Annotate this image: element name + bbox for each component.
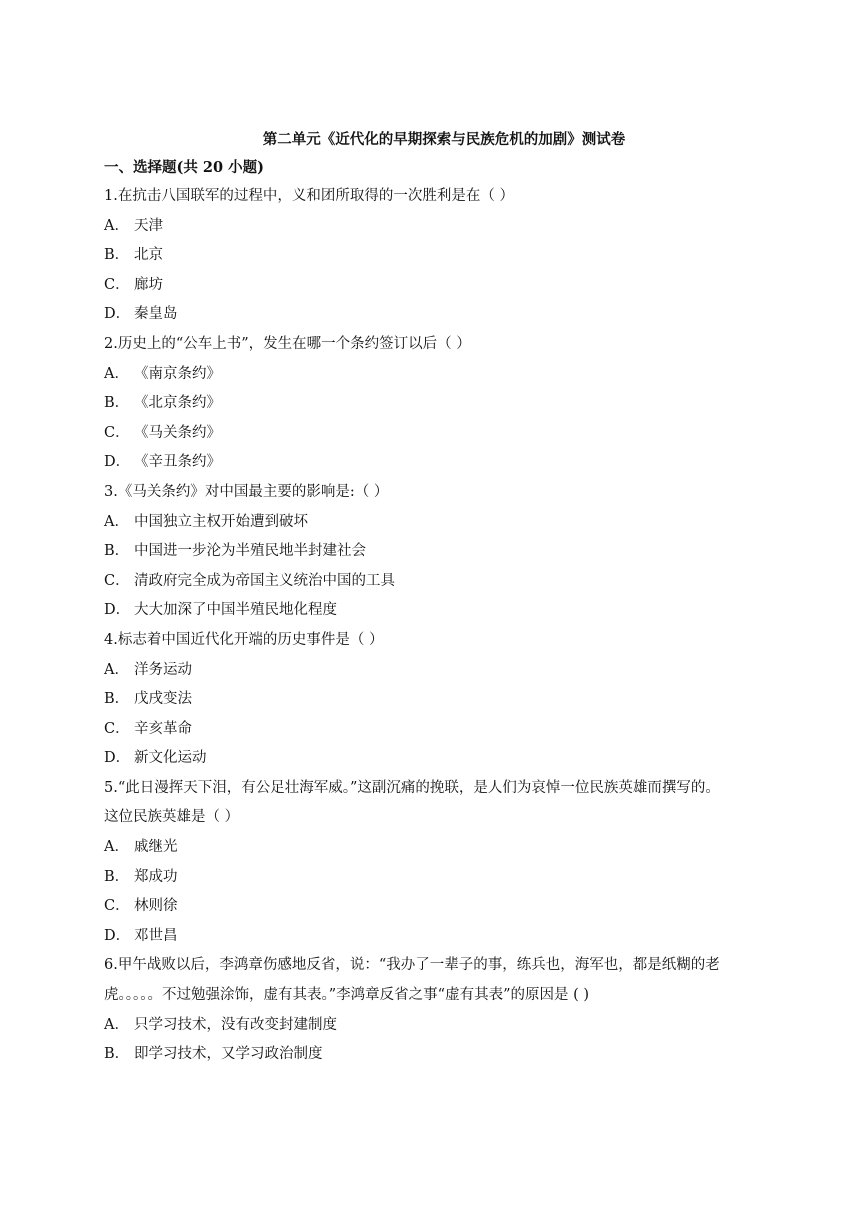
option-text: 中国进一步沦为半殖民地半封建社会 [134,543,366,560]
question-3 [104,478,770,626]
option-d[interactable] [104,300,770,330]
option-a[interactable] [104,1011,770,1041]
option-text: 廊坊 [134,276,163,293]
option-text: 大大加深了中国半殖民地化程度 [134,602,337,619]
option-letter: C． [104,572,130,589]
option-letter: D． [104,927,131,944]
question-4 [104,626,770,774]
option-text: 《马关条约》 [134,424,221,441]
option-a[interactable] [104,212,770,242]
option-letter: B． [104,395,130,412]
option-letter: B． [104,691,130,708]
option-letter: A． [104,365,129,382]
option-letter: A． [104,839,129,856]
question-text: 3.《马关条约》对中国最主要的影响是:（ ） [104,483,389,500]
option-text: 天津 [134,217,163,234]
option-text: 只学习技术，没有改变封建制度 [134,1016,337,1033]
option-a[interactable] [104,360,770,390]
option-letter: D． [104,602,131,619]
option-text: 《辛丑条约》 [134,454,221,471]
question-text-continued: 这位民族英雄是（ ） [104,809,240,826]
option-letter: D． [104,306,131,323]
question-text: 4.标志着中国近代化开端的历史事件是（ ） [104,631,384,648]
question-text-continued: 虎。。。。。不过勉强涂饰，虚有其表。”李鸿章反省之事“虚有其表”的原因是 ( ) [104,987,590,1004]
option-b[interactable] [104,863,770,893]
option-letter: A． [104,513,129,530]
question-6 [104,951,770,1069]
option-text: 邓世昌 [134,927,178,944]
question-1 [104,182,770,330]
option-b[interactable] [104,1040,770,1070]
option-a[interactable] [104,833,770,863]
section-heading: 一、选择题(共 20 小题) [104,159,264,176]
question-text: 1.在抗击八国联军的过程中，义和团所取得的一次胜利是在（ ） [104,188,514,204]
option-text: 中国独立主权开始遭到破坏 [134,513,308,530]
question-5 [104,774,770,952]
option-d[interactable] [104,922,770,952]
option-text: 《北京条约》 [134,395,221,412]
option-text: 即学习技术，又学习政治制度 [134,1046,323,1063]
option-text: 戊戌变法 [134,691,192,708]
option-c[interactable] [104,271,770,301]
option-text: 秦皇岛 [134,306,178,323]
option-text: 郑成功 [134,868,178,885]
document-title: 第二单元《近代化的早期探索与民族危机的加剧》测试卷 [262,131,626,148]
option-c[interactable] [104,567,770,597]
option-letter: B． [104,543,130,560]
option-b[interactable] [104,537,770,567]
option-text: 清政府完全成为帝国主义统治中国的工具 [134,572,395,589]
option-letter: A． [104,661,129,678]
option-letter: B． [104,247,130,264]
option-text: 林则徐 [134,898,178,915]
option-c[interactable] [104,715,770,745]
option-d[interactable] [104,744,770,774]
question-text: 5.“此日漫挥天下泪，有公足壮海军威。”这副沉痛的挽联，是人们为哀悼一位民族英雄而撰写的。 [104,779,720,796]
option-letter: C． [104,720,130,737]
option-letter: D． [104,454,131,471]
option-letter: C． [104,898,130,915]
option-c[interactable] [104,892,770,922]
option-b[interactable] [104,241,770,271]
option-text: 《南京条约》 [134,365,221,382]
option-letter: A． [104,1016,129,1033]
option-letter: A． [104,217,129,234]
option-text: 洋务运动 [134,661,192,678]
option-text: 北京 [134,247,163,264]
question-2 [104,330,770,478]
option-text: 戚继光 [134,839,178,856]
option-letter: B． [104,868,130,885]
question-text: 6.甲午战败以后，李鸿章伤感地反省，说：“我办了一辈子的事，练兵也，海军也，都是纸糊的老 [104,957,720,974]
option-letter: B． [104,1046,130,1063]
option-a[interactable] [104,656,770,686]
option-text: 辛亥革命 [134,720,192,737]
option-letter: C． [104,424,130,441]
option-c[interactable] [104,419,770,449]
option-text: 新文化运动 [134,750,207,767]
option-b[interactable] [104,389,770,419]
option-letter: C． [104,276,130,293]
option-d[interactable] [104,448,770,478]
question-text: 2.历史上的“公车上书”，发生在哪一个条约签订以后（ ） [104,335,471,352]
option-letter: D． [104,750,131,767]
option-a[interactable] [104,508,770,538]
option-b[interactable] [104,685,770,715]
option-d[interactable] [104,596,770,626]
